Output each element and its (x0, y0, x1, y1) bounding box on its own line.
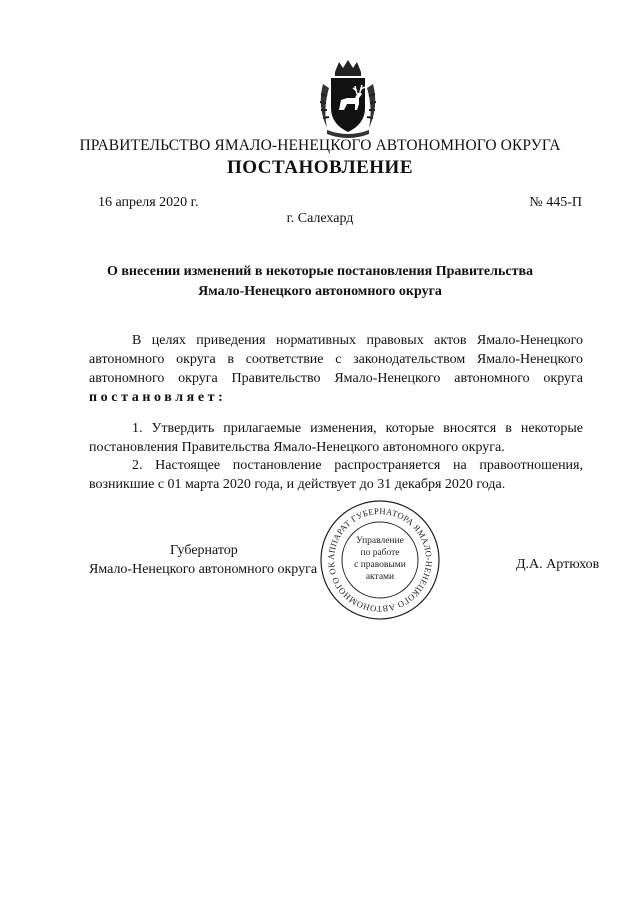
title-line-1: О внесении изменений в некоторые постановления Правительства (106, 264, 534, 279)
preamble-text: В целях приведения нормативных правовых актов Ямало-Ненецкого автономного округа в соответствие с законодательством Ямало-Ненецкого автономного округа Правительство Ямало-Ненецкого автономного округа (89, 333, 583, 386)
official-stamp (319, 499, 441, 621)
signatory-title: Губернатор (170, 543, 238, 558)
preamble-paragraph (89, 331, 583, 407)
signatory-organization: Ямало-Ненецкого автономного округа (89, 562, 318, 577)
title-line-2: Ямало-Ненецкого автономного округа (198, 284, 442, 299)
stamp-line-3: с правовыми (354, 560, 406, 570)
document-title (60, 262, 580, 302)
document-number: № 445-П (529, 195, 582, 210)
stamp-line-2: по работе (360, 548, 400, 558)
resolves-word: постановляет: (89, 390, 227, 405)
document-type: ПОСТАНОВЛЕНИЕ (226, 157, 414, 178)
organization-heading: ПРАВИТЕЛЬСТВО ЯМАЛО-НЕНЕЦКОГО АВТОНОМНОГО ОКРУГА (79, 137, 561, 154)
stamp-line-4: актами (365, 572, 395, 582)
stamp-line-1: Управление (356, 536, 404, 546)
coat-of-arms-icon (313, 58, 383, 138)
stamp-ring-text: АППАРАТ ГУБЕРНАТОРА ЯМАЛО-НЕНЕЦКОГО АВТОНОМНОГО ОК (325, 505, 435, 615)
document-date: 16 апреля 2020 г. (98, 195, 199, 210)
item-2-paragraph: 2. Настоящее постановление распространяется на правоотношения, возникшие с 01 марта 2020 года, и действует до 31 декабря 2020 года. (89, 458, 583, 492)
item-1-paragraph: 1. Утвердить прилагаемые изменения, которые вносятся в некоторые постановления Правительства Ямало-Ненецкого автономного округа. (89, 421, 583, 455)
signatory-name: Д.А. Артюхов (516, 557, 600, 572)
document-city: г. Салехард (286, 211, 354, 226)
